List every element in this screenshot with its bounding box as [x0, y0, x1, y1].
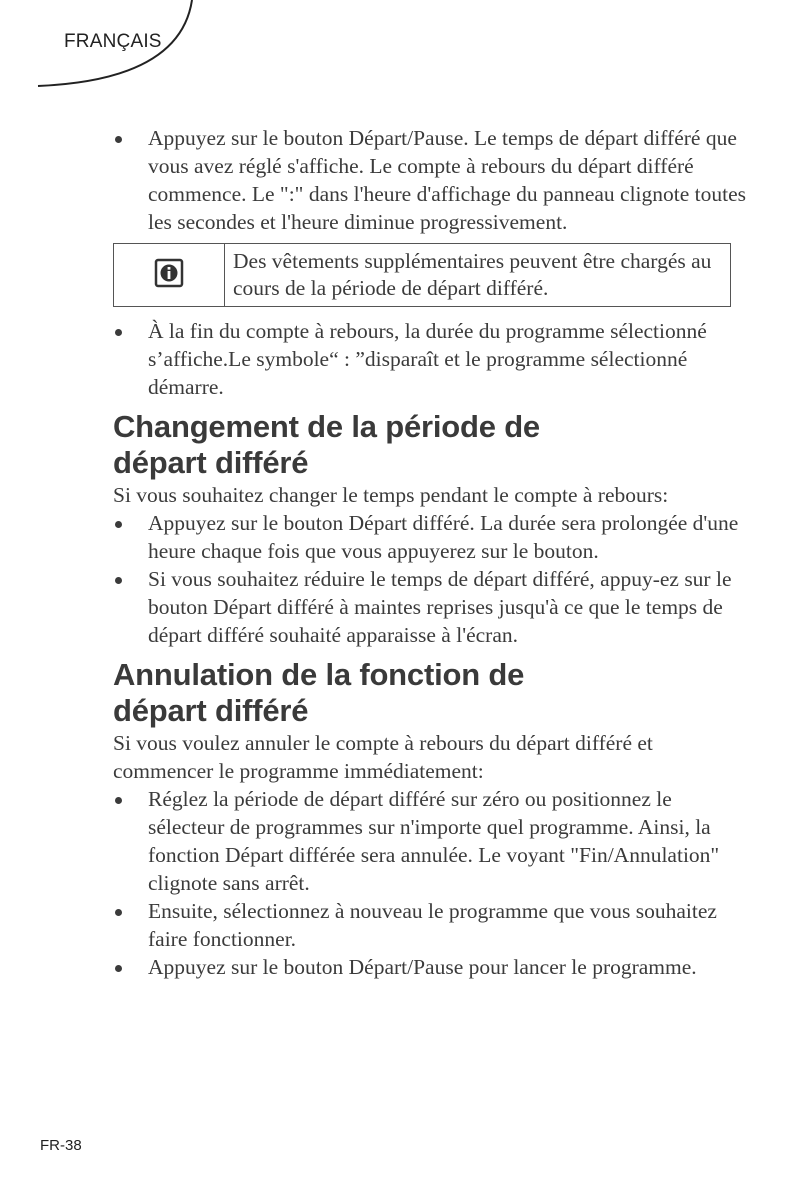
section-title-line: Annulation de la fonction de [113, 657, 525, 692]
list-item: Ensuite, sélectionnez à nouveau le programme que vous souhaitez faire fonctionner. [113, 897, 753, 953]
list-item: Si vous souhaitez réduire le temps de départ différé, appuy-ez sur le bouton Départ différé à maintes reprises jusqu'à ce que le temps de départ différé souhaité apparaisse à l'écran. [113, 565, 753, 649]
section-title-line: départ différé [113, 445, 309, 480]
section-title-line: Changement de la période de [113, 409, 540, 444]
page-content [113, 124, 753, 981]
note-icon-cell [114, 244, 225, 307]
info-icon [154, 258, 184, 288]
section-title-line: départ différé [113, 693, 309, 728]
list-item: Appuyez sur le bouton Départ différé. La durée sera prolongée d'une heure chaque fois que vous appuyerez sur le bouton. [113, 509, 753, 565]
page-number: FR-38 [40, 1137, 82, 1154]
section-title-annulation [113, 657, 753, 729]
list-item: Appuyez sur le bouton Départ/Pause pour lancer le programme. [113, 953, 753, 981]
list-item: Réglez la période de départ différé sur zéro ou positionnez le sélecteur de programmes sur n'importe quel programme. Ainsi, la fonction Départ différée sera annulée. Le voyant "Fin/Annulation" clignote sans arrêt. [113, 785, 753, 897]
section-title-changement [113, 409, 753, 481]
after-note-bullet-list [113, 317, 753, 401]
section-intro: Si vous souhaitez changer le temps pendant le compte à rebours: [113, 483, 669, 507]
section1-bullet-list [113, 509, 753, 649]
note-text: Des vêtements supplémentaires peuvent être chargés au cours de la période de départ différé. [225, 244, 731, 307]
section2-bullet-list [113, 785, 753, 981]
language-label: FRANÇAIS [64, 31, 162, 52]
note-box [113, 243, 731, 307]
intro-bullet-list [113, 124, 753, 236]
list-item: À la fin du compte à rebours, la durée du programme sélectionné s’affiche.Le symbole“ : ”disparaît et le programme sélectionné démarre. [113, 317, 753, 401]
list-item: Appuyez sur le bouton Départ/Pause. Le temps de départ différé que vous avez réglé s'affiche. Le compte à rebours du départ différé commence. Le ":" dans l'heure d'affichage du panneau clignote toutes les secondes et l'heure diminue progressivement. [113, 124, 753, 236]
section-intro: Si vous voulez annuler le compte à rebours du départ différé et commencer le programme immédiatement: [113, 731, 653, 783]
